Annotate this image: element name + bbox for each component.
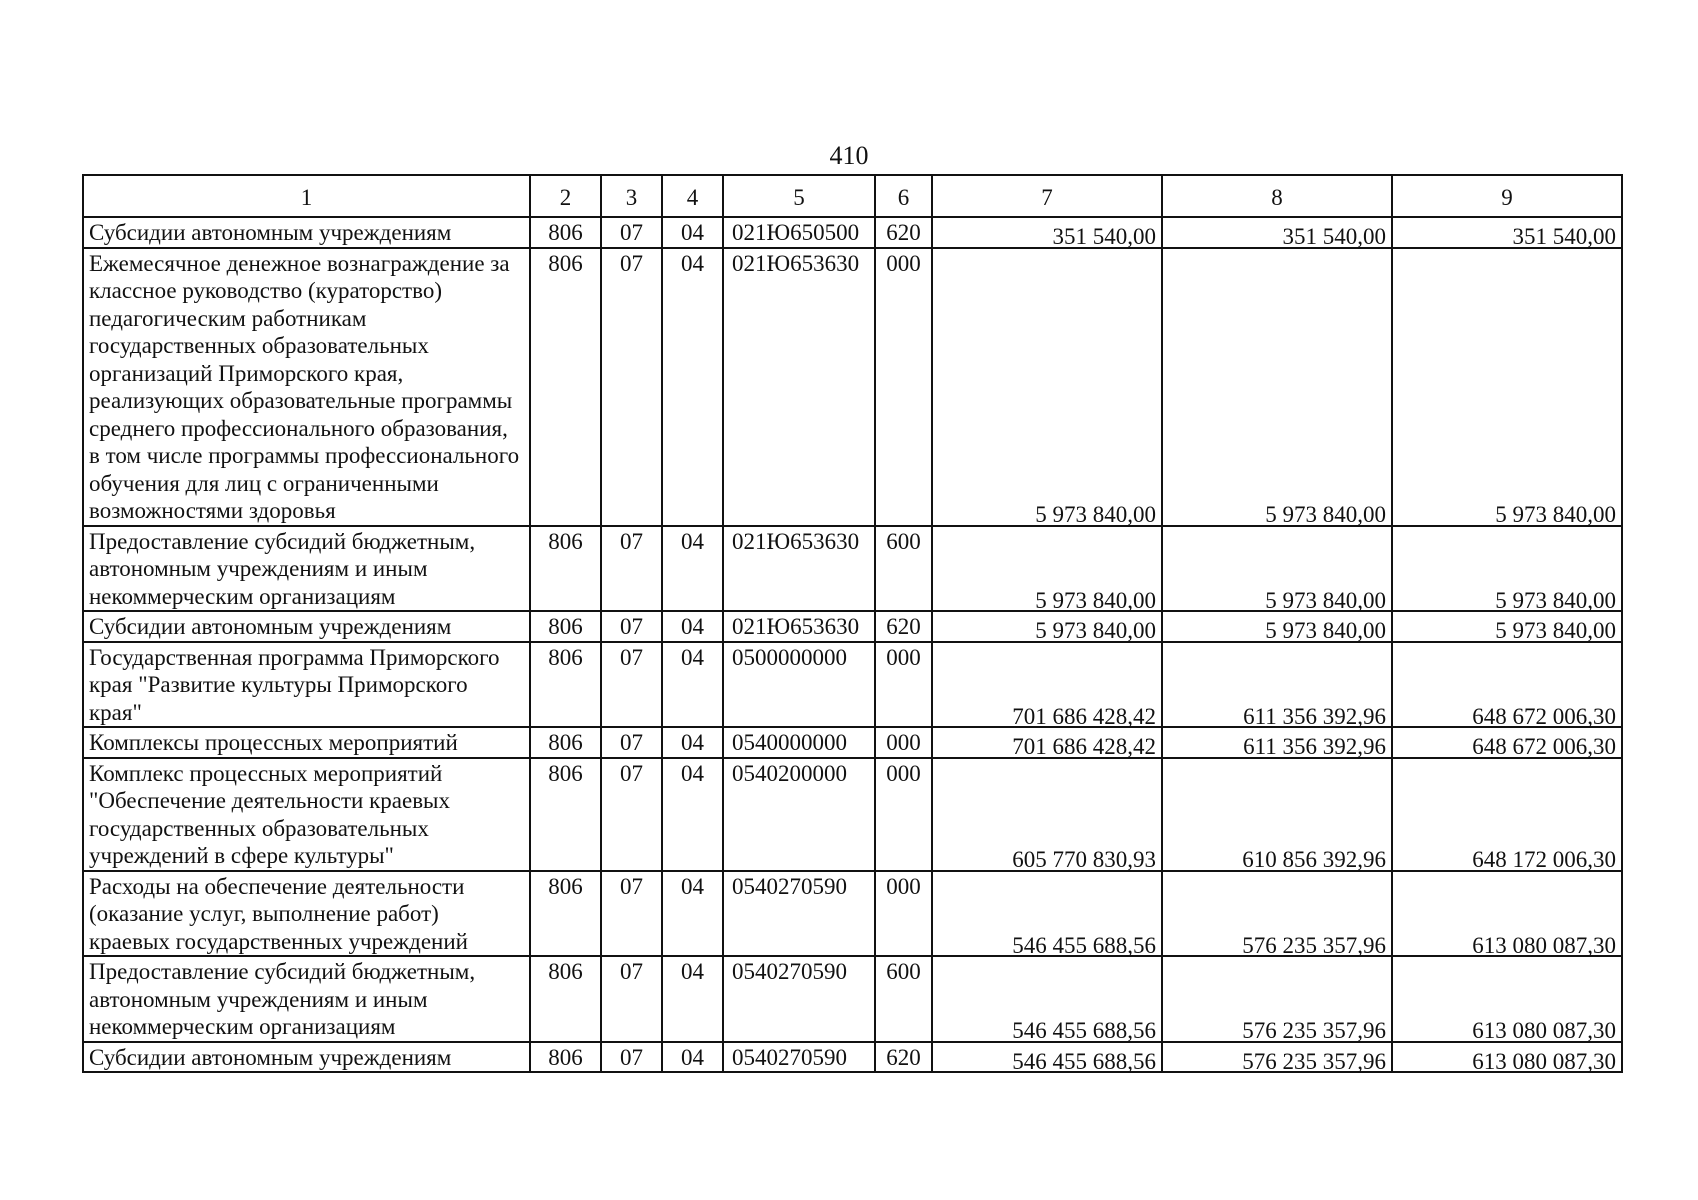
amount-year2-cell: 611 356 392,96 xyxy=(1162,646,1392,732)
column-header-3: 3 xyxy=(601,175,662,217)
amount-year2-cell: 576 235 357,96 xyxy=(1162,875,1392,961)
expense-type-cell: 000 xyxy=(875,248,932,526)
page-number: 410 xyxy=(829,141,869,170)
amount-year1-cell: 701 686 428,42 xyxy=(932,731,1162,762)
amount-year2-cell: 5 973 840,00 xyxy=(1162,615,1392,646)
expense-type-cell: 000 xyxy=(875,871,932,957)
subsection-code-cell: 04 xyxy=(662,611,723,642)
amount-year3-cell: 5 973 840,00 xyxy=(1392,615,1622,646)
column-header-4: 4 xyxy=(662,175,723,217)
target-article-cell: 0540000000 xyxy=(723,727,875,758)
budget-table xyxy=(82,174,1623,1073)
amount-year2-cell: 576 235 357,96 xyxy=(1162,960,1392,1046)
amount-year1-cell: 605 770 830,93 xyxy=(932,762,1162,875)
expense-name-cell: Расходы на обеспечение деятельности (оказание услуг, выполнение работ) краевых государственных учреждений xyxy=(83,871,530,957)
amount-year2-cell: 351 540,00 xyxy=(1162,221,1392,252)
amount-year1-cell: 546 455 688,56 xyxy=(932,875,1162,961)
amount-year3-cell: 648 672 006,30 xyxy=(1392,731,1622,762)
expense-type-cell: 600 xyxy=(875,956,932,1042)
target-article-cell: 021Ю653630 xyxy=(723,611,875,642)
grbs-code-cell: 806 xyxy=(530,217,601,248)
amount-year1-cell: 5 973 840,00 xyxy=(932,252,1162,530)
section-code-cell: 07 xyxy=(601,727,662,758)
expense-type-cell: 620 xyxy=(875,1042,932,1073)
grbs-code-cell: 806 xyxy=(530,727,601,758)
target-article-cell: 021Ю650500 xyxy=(723,217,875,248)
grbs-code-cell: 806 xyxy=(530,956,601,1042)
section-code-cell: 07 xyxy=(601,758,662,871)
target-article-cell: 0540200000 xyxy=(723,758,875,871)
column-header-2: 2 xyxy=(530,175,601,217)
amount-year1-cell: 5 973 840,00 xyxy=(932,615,1162,646)
subsection-code-cell: 04 xyxy=(662,727,723,758)
section-code-cell: 07 xyxy=(601,642,662,728)
subsection-code-cell: 04 xyxy=(662,217,723,248)
expense-type-cell: 620 xyxy=(875,611,932,642)
expense-name-cell: Ежемесячное денежное вознаграждение за классное руководство (кураторство) педагогическим работникам государственных образовательных организаций Приморского края, реализующих образовательные программы среднего профессионального образования, в том числе программы профессионального обучения для лиц с ограниченными возможностями здоровья xyxy=(83,248,530,526)
table-row xyxy=(83,217,1622,248)
section-code-cell: 07 xyxy=(601,526,662,612)
table-row xyxy=(83,871,1622,957)
amount-year3-cell: 648 172 006,30 xyxy=(1392,762,1622,875)
amount-year2-cell: 576 235 357,96 xyxy=(1162,1046,1392,1077)
expense-type-cell: 600 xyxy=(875,526,932,612)
subsection-code-cell: 04 xyxy=(662,758,723,871)
amount-year2-cell: 610 856 392,96 xyxy=(1162,762,1392,875)
expense-type-cell: 000 xyxy=(875,758,932,871)
section-code-cell: 07 xyxy=(601,871,662,957)
expense-type-cell: 000 xyxy=(875,727,932,758)
subsection-code-cell: 04 xyxy=(662,1042,723,1073)
table-row xyxy=(83,526,1622,612)
amount-year1-cell: 546 455 688,56 xyxy=(932,1046,1162,1077)
amount-year3-cell: 613 080 087,30 xyxy=(1392,875,1622,961)
amount-year1-cell: 5 973 840,00 xyxy=(932,530,1162,616)
expense-name-cell: Государственная программа Приморского края "Развитие культуры Приморского края" xyxy=(83,642,530,728)
section-code-cell: 07 xyxy=(601,1042,662,1073)
amount-year1-cell: 351 540,00 xyxy=(932,221,1162,252)
section-code-cell: 07 xyxy=(601,611,662,642)
target-article-cell: 0540270590 xyxy=(723,956,875,1042)
expense-name-cell: Предоставление субсидий бюджетным, автономным учреждениям и иным некоммерческим организациям xyxy=(83,526,530,612)
amount-year1-cell: 701 686 428,42 xyxy=(932,646,1162,732)
expense-name-cell: Субсидии автономным учреждениям xyxy=(83,611,530,642)
amount-year3-cell: 613 080 087,30 xyxy=(1392,1046,1622,1077)
section-code-cell: 07 xyxy=(601,217,662,248)
section-code-cell: 07 xyxy=(601,956,662,1042)
grbs-code-cell: 806 xyxy=(530,526,601,612)
grbs-code-cell: 806 xyxy=(530,1042,601,1073)
column-header-9: 9 xyxy=(1392,175,1622,217)
table-header-row xyxy=(83,175,1622,217)
target-article-cell: 0540270590 xyxy=(723,871,875,957)
expense-name-cell: Субсидии автономным учреждениям xyxy=(83,1042,530,1073)
grbs-code-cell: 806 xyxy=(530,871,601,957)
column-header-7: 7 xyxy=(932,175,1162,217)
grbs-code-cell: 806 xyxy=(530,758,601,871)
table-row xyxy=(83,1042,1622,1073)
table-row xyxy=(83,956,1622,1042)
column-header-5: 5 xyxy=(723,175,875,217)
grbs-code-cell: 806 xyxy=(530,611,601,642)
target-article-cell: 021Ю653630 xyxy=(723,248,875,526)
subsection-code-cell: 04 xyxy=(662,248,723,526)
column-header-6: 6 xyxy=(875,175,932,217)
amount-year3-cell: 351 540,00 xyxy=(1392,221,1622,252)
table-row xyxy=(83,727,1622,758)
table-row xyxy=(83,758,1622,871)
subsection-code-cell: 04 xyxy=(662,871,723,957)
amount-year3-cell: 5 973 840,00 xyxy=(1392,252,1622,530)
target-article-cell: 0540270590 xyxy=(723,1042,875,1073)
expense-name-cell: Предоставление субсидий бюджетным, автономным учреждениям и иным некоммерческим организациям xyxy=(83,956,530,1042)
column-header-1: 1 xyxy=(83,175,530,217)
table-row xyxy=(83,248,1622,526)
subsection-code-cell: 04 xyxy=(662,956,723,1042)
amount-year2-cell: 611 356 392,96 xyxy=(1162,731,1392,762)
subsection-code-cell: 04 xyxy=(662,526,723,612)
amount-year2-cell: 5 973 840,00 xyxy=(1162,530,1392,616)
table-row xyxy=(83,642,1622,728)
column-header-8: 8 xyxy=(1162,175,1392,217)
amount-year2-cell: 5 973 840,00 xyxy=(1162,252,1392,530)
expense-type-cell: 620 xyxy=(875,217,932,248)
expense-type-cell: 000 xyxy=(875,642,932,728)
amount-year3-cell: 613 080 087,30 xyxy=(1392,960,1622,1046)
expense-name-cell: Комплекс процессных мероприятий "Обеспечение деятельности краевых государственных образовательных учреждений в сфере культуры" xyxy=(83,758,530,871)
grbs-code-cell: 806 xyxy=(530,642,601,728)
subsection-code-cell: 04 xyxy=(662,642,723,728)
expense-name-cell: Комплексы процессных мероприятий xyxy=(83,727,530,758)
grbs-code-cell: 806 xyxy=(530,248,601,526)
target-article-cell: 021Ю653630 xyxy=(723,526,875,612)
amount-year3-cell: 5 973 840,00 xyxy=(1392,530,1622,616)
target-article-cell: 0500000000 xyxy=(723,642,875,728)
table-row xyxy=(83,611,1622,642)
amount-year1-cell: 546 455 688,56 xyxy=(932,960,1162,1046)
expense-name-cell: Субсидии автономным учреждениям xyxy=(83,217,530,248)
amount-year3-cell: 648 672 006,30 xyxy=(1392,646,1622,732)
section-code-cell: 07 xyxy=(601,248,662,526)
